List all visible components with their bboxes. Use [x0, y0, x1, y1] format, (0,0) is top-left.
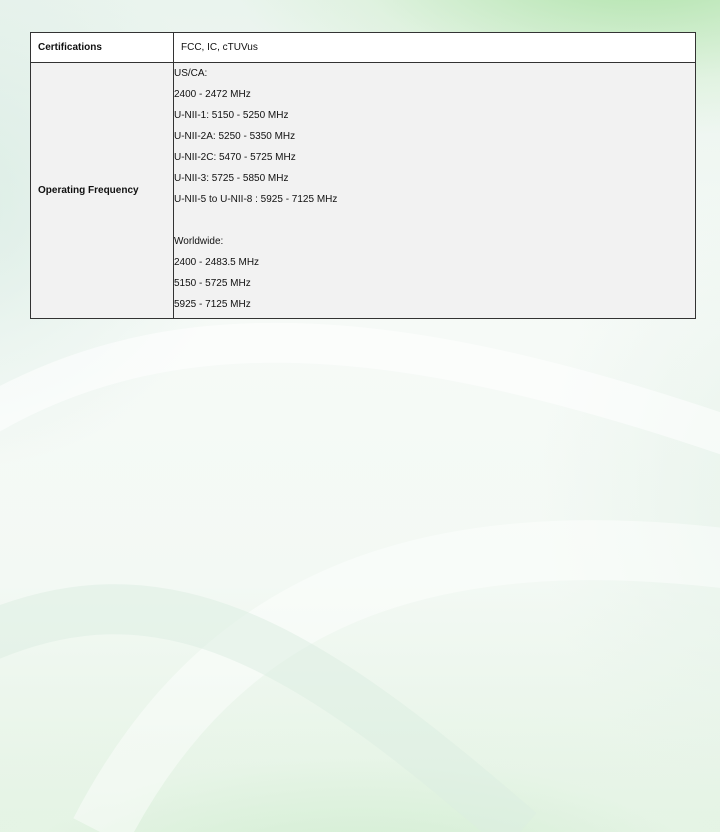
frequency-line: US/CA:	[174, 68, 208, 79]
table-row-operating-frequency	[31, 63, 696, 319]
spec-label-certifications: Certifications	[31, 33, 174, 63]
frequency-line: U-NII-1: 5150 - 5250 MHz	[174, 110, 289, 121]
frequency-line: U-NII-2A: 5250 - 5350 MHz	[174, 131, 296, 142]
spec-value-certifications: FCC, IC, cTUVus	[174, 33, 696, 63]
spec-value-operating-frequency	[174, 63, 696, 319]
frequency-line: U-NII-5 to U-NII-8 : 5925 - 7125 MHz	[174, 194, 338, 205]
spec-label-operating-frequency: Operating Frequency	[31, 63, 174, 319]
table-row-certifications	[31, 33, 696, 63]
frequency-line: 5925 - 7125 MHz	[174, 299, 251, 310]
frequency-line-blank	[174, 213, 695, 234]
spec-table	[30, 32, 696, 319]
frequency-line: 2400 - 2483.5 MHz	[174, 257, 260, 268]
frequency-line: Worldwide:	[174, 236, 224, 247]
frequency-line: 2400 - 2472 MHz	[174, 89, 251, 100]
frequency-line: U-NII-2C: 5470 - 5725 MHz	[174, 152, 296, 163]
frequency-line: 5150 - 5725 MHz	[174, 278, 251, 289]
frequency-line: U-NII-3: 5725 - 5850 MHz	[174, 173, 289, 184]
